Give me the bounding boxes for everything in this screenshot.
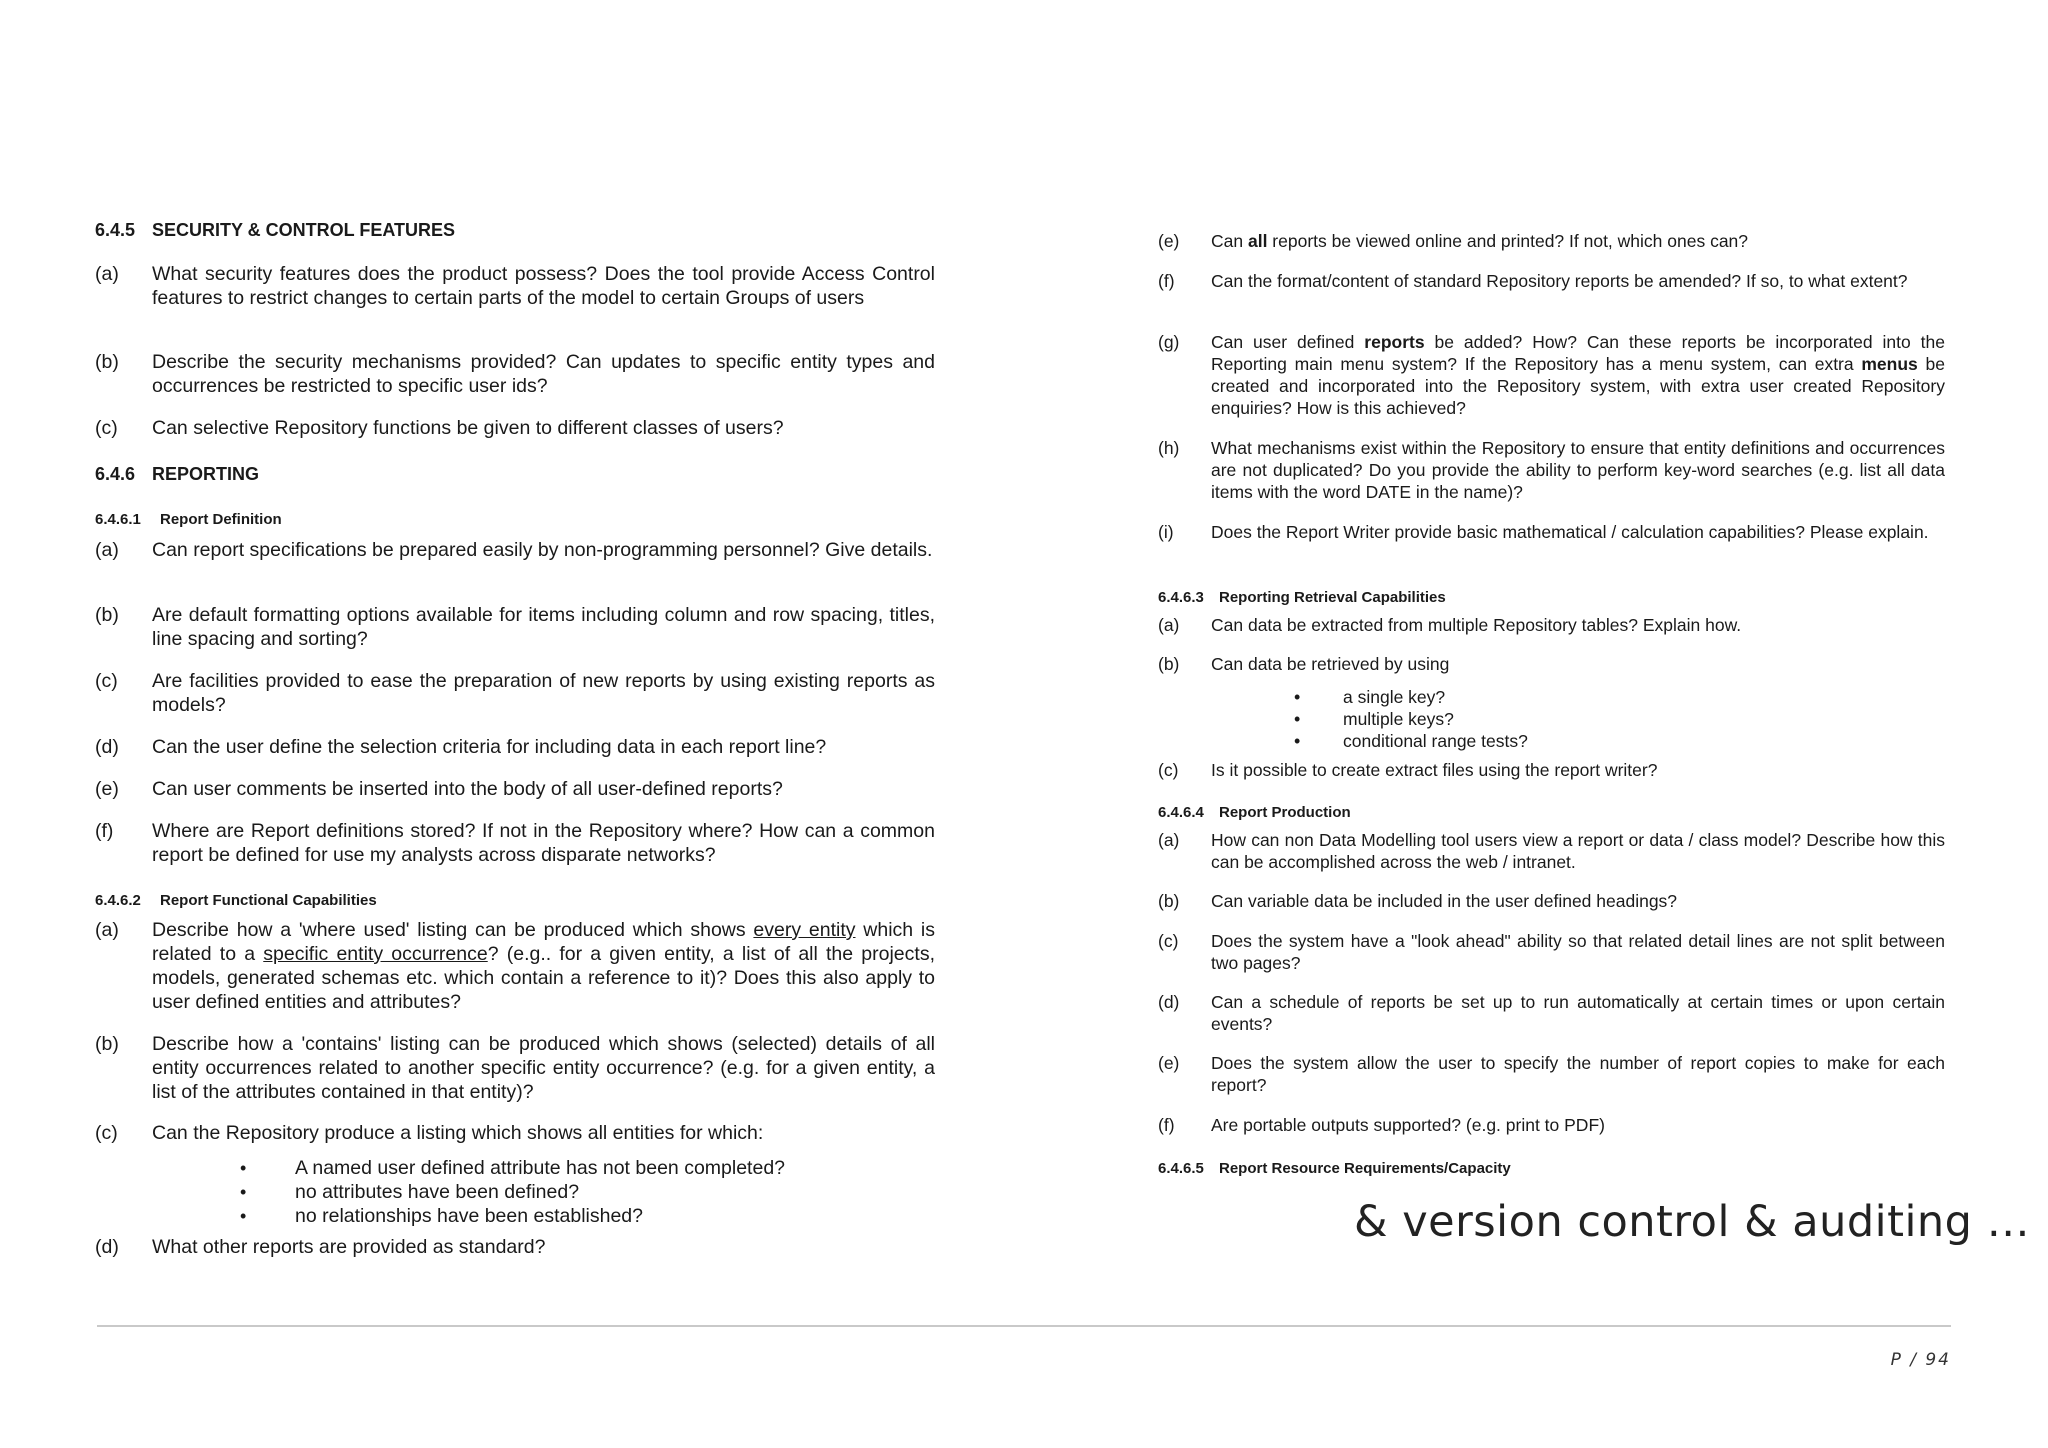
question-item: (c) Can the Repository produce a listing which shows all entities for which:	[95, 1122, 764, 1144]
question-item: (d) Can the user define the selection criteria for including data in each report line?	[95, 736, 827, 758]
question-item: (h) What mechanisms exist within the Repository to ensure that entity definitions and occurrences are not duplicated? Do you provide the ability to perform key-word searches (e.g. list all data items with the word DATE in the name)?	[1158, 438, 1945, 502]
subsection-heading-6-4-6-1: 6.4.6.1 Report Definition	[95, 511, 282, 528]
bullet-item: • no attributes have been defined?	[240, 1180, 785, 1204]
subsection-heading-6-4-6-4: 6.4.6.4 Report Production	[1158, 804, 1351, 821]
question-item: (c) Does the system have a "look ahead" ability so that related detail lines are not split between two pages?	[1158, 931, 1945, 973]
question-item: (e) Does the system allow the user to specify the number of report copies to make for each report?	[1158, 1053, 1945, 1095]
question-item: (d) What other reports are provided as standard?	[95, 1236, 546, 1258]
subsection-heading-6-4-6-5: 6.4.6.5 Report Resource Requirements/Capacity	[1158, 1160, 1511, 1177]
subsection-heading-6-4-6-2: 6.4.6.2 Report Functional Capabilities	[95, 892, 377, 909]
section-heading-6-4-5: 6.4.5 SECURITY & CONTROL FEATURES	[95, 220, 456, 240]
question-item: (c) Are facilities provided to ease the preparation of new reports by using existing reports as models?	[95, 670, 935, 716]
question-item: (a) Can data be extracted from multiple Repository tables? Explain how.	[1158, 615, 1742, 635]
question-item: (c) Can selective Repository functions be given to different classes of users?	[95, 417, 784, 439]
question-item: (g) Can user defined reports be added? How? Can these reports be incorporated into the Reporting main menu system? If the Repository has a menu system, can extra menus be created and incorporated into the Repository system, with extra user created Repository enquiries? How is this achieved?	[1158, 332, 1946, 418]
question-item: (b) Are default formatting options available for items including column and row spacing, titles, line spacing and sorting?	[95, 604, 935, 650]
bullet-item: • no relationships have been established?	[240, 1204, 785, 1228]
subsection-heading-6-4-6-3: 6.4.6.3 Reporting Retrieval Capabilities	[1158, 589, 1446, 606]
question-item: (a) How can non Data Modelling tool users view a report or data / class model? Describe how this can be accomplished across the web / intranet.	[1158, 830, 1945, 872]
question-item: (b) Can data be retrieved by using	[1158, 654, 1450, 674]
question-item: (f) Are portable outputs supported? (e.g. print to PDF)	[1158, 1115, 1605, 1135]
question-item: (e) Can all reports be viewed online and printed? If not, which ones can?	[1158, 231, 1749, 251]
question-item: (i) Does the Report Writer provide basic mathematical / calculation capabilities? Please explain.	[1158, 522, 1929, 542]
question-item: (b) Describe how a 'contains' listing can be produced which shows (selected) details of all entity occurrences related to another specific entity occurrence? (e.g. for a given entity, a list of the attributes contained in that entity)?	[95, 1033, 935, 1103]
page-number: P / 94	[1890, 1350, 1951, 1370]
question-item: (d) Can a schedule of reports be set up to run automatically at certain times or upon certain events?	[1158, 992, 1945, 1034]
bullet-item: • conditional range tests?	[1294, 730, 1528, 752]
section-heading-6-4-6: 6.4.6 REPORTING	[95, 464, 260, 484]
question-item: (c) Is it possible to create extract files using the report writer?	[1158, 760, 1658, 780]
question-item: (a) What security features does the product possess? Does the tool provide Access Control features to restrict changes to certain parts of the model to certain Groups of users	[95, 263, 935, 309]
footer-divider	[97, 1325, 1951, 1327]
question-item: (f) Can the format/content of standard Repository reports be amended? If so, to what extent?	[1158, 271, 1908, 291]
question-item: (a) Describe how a 'where used' listing can be produced which shows every entity which is related to a specific entity occurrence? (e.g.. for a given entity, a list of all the projects, models, generated schemas etc. which contain a reference to it)? Does this also apply to user defined entities and attributes?	[95, 919, 935, 1013]
bullet-list	[240, 1156, 785, 1228]
question-item: (b) Describe the security mechanisms provided? Can updates to specific entity types and occurrences be restricted to specific user ids?	[95, 351, 935, 397]
question-item: (a) Can report specifications be prepared easily by non-programming personnel? Give details.	[95, 539, 933, 561]
slide-caption: & version control & auditing …	[1354, 1197, 2031, 1247]
bullet-item: • A named user defined attribute has not been completed?	[240, 1156, 785, 1180]
question-item: (f) Where are Report definitions stored? If not in the Repository where? How can a common report be defined for use my analysts across disparate networks?	[95, 820, 935, 866]
bullet-item: • multiple keys?	[1294, 708, 1528, 730]
question-item: (b) Can variable data be included in the user defined headings?	[1158, 891, 1678, 911]
question-item: (e) Can user comments be inserted into the body of all user-defined reports?	[95, 778, 783, 800]
bullet-list	[1294, 686, 1528, 752]
bullet-item: • a single key?	[1294, 686, 1528, 708]
